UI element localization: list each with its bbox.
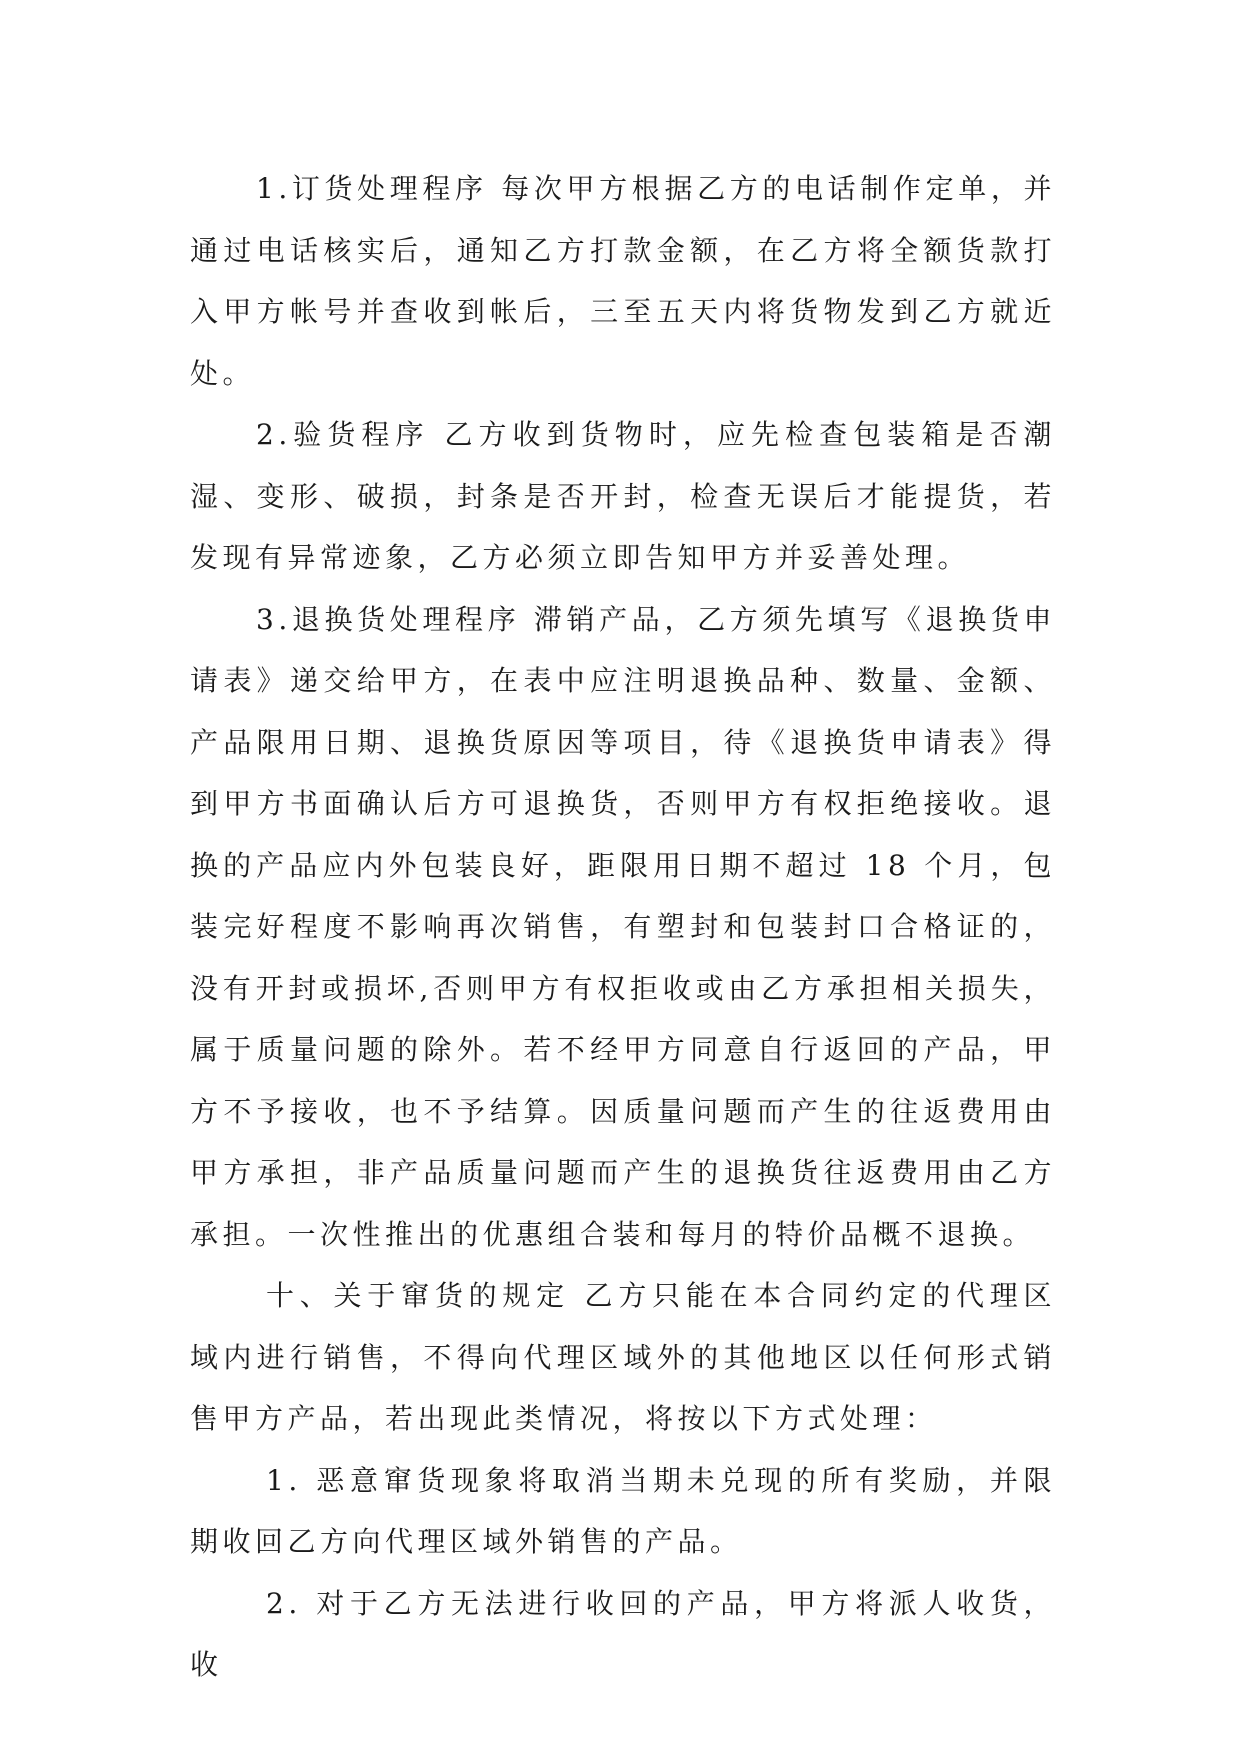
paragraph-rule-item-1: 1. 恶意窜货现象将取消当期未兑现的所有奖励，并限期收回乙方向代理区域外销售的产品。	[190, 1463, 1056, 1558]
paragraph-cross-region-rule: 十、关于窜货的规定 乙方只能在本合同约定的代理区域内进行销售，不得向代理区域外的其他地区以任何形式销售甲方产品，若出现此类情况，将按以下方式处理：	[190, 1279, 1056, 1435]
paragraph-inspection-procedure: 2.验货程序 乙方收到货物时，应先检查包装箱是否潮湿、变形、破损，封条是否开封，检查无误后才能提货，若发现有异常迹象，乙方必须立即告知甲方并妥善处理。	[190, 418, 1056, 574]
paragraph-return-procedure: 3.退换货处理程序 滞销产品，乙方须先填写《退换货申请表》递交给甲方，在表中应注明退换品种、数量、金额、产品限用日期、退换货原因等项目，待《退换货申请表》得到甲方书面确认后方可退换货，否则甲方有权拒绝接收。退换的产品应内外包装良好，距限用日期不超过 18 个月，包装完好程度不影响再次销售，有塑封和包装封口合格证的，没有开封或损坏,否则甲方有权拒收或由乙方承担相关损失，属于质量问题的除外。若不经甲方同意自行返回的产品，甲方不予接收，也不予结算。因质量问题而产生的往返费用由甲方承担，非产品质量问题而产生的退换货往返费用由乙方承担。一次性推出的优惠组合装和每月的特价品概不退换。	[190, 602, 1056, 1251]
paragraph-order-procedure: 1.订货处理程序 每次甲方根据乙方的电话制作定单，并通过电话核实后，通知乙方打款金额，在乙方将全额货款打入甲方帐号并查收到帐后，三至五天内将货物发到乙方就近处。	[190, 172, 1056, 390]
document-body	[190, 158, 1056, 1696]
paragraph-rule-item-2: 2. 对于乙方无法进行收回的产品，甲方将派人收货，收	[190, 1586, 1056, 1681]
